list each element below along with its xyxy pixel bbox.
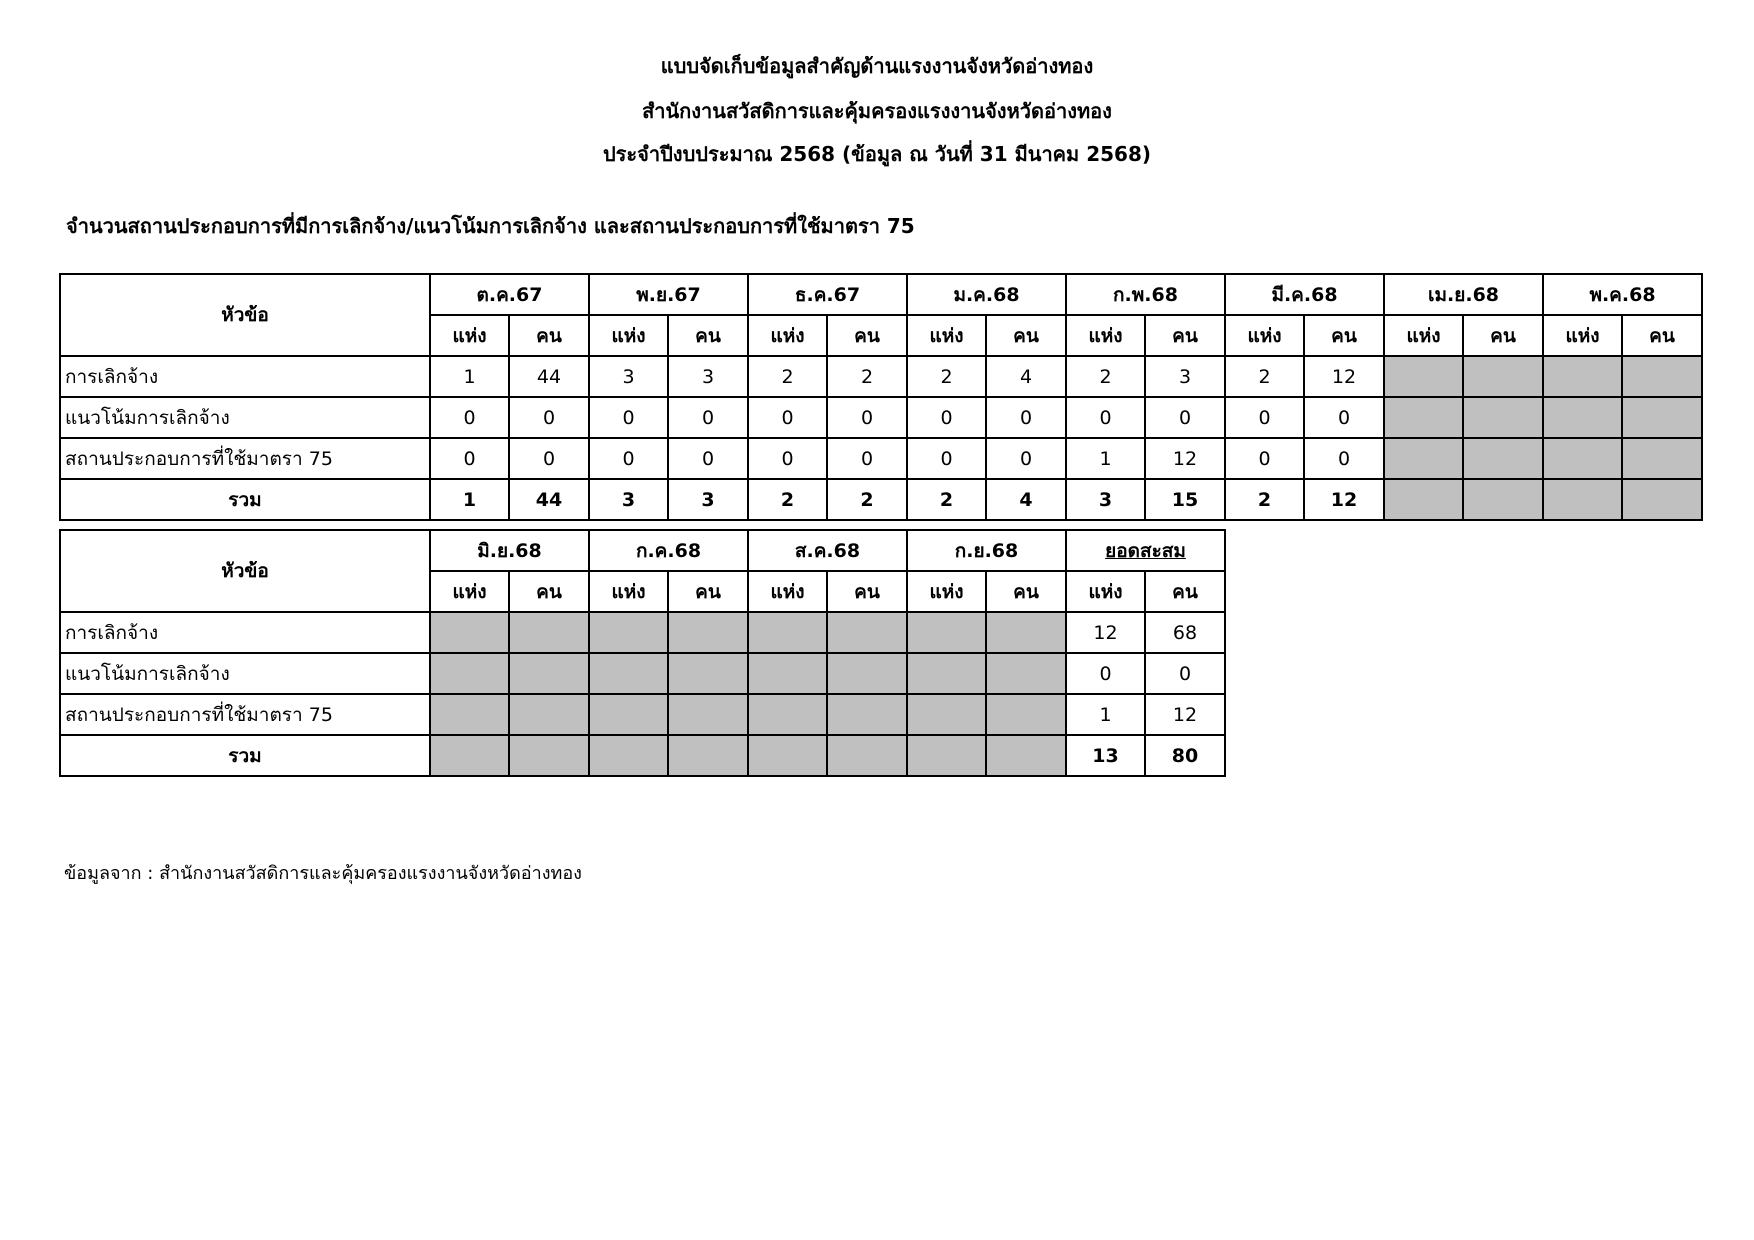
value-cell: 2 bbox=[907, 479, 986, 520]
table-row bbox=[60, 653, 1225, 694]
month-header: ก.ย.68 bbox=[907, 530, 1066, 571]
sub-header-persons: คน bbox=[1463, 315, 1543, 356]
row-label: การเลิกจ้าง bbox=[60, 612, 430, 653]
sub-header-places: แห่ง bbox=[907, 315, 986, 356]
row-label: การเลิกจ้าง bbox=[60, 356, 430, 397]
value-cell: 4 bbox=[986, 356, 1066, 397]
empty-shaded-cell bbox=[827, 694, 907, 735]
empty-shaded-cell bbox=[1622, 438, 1702, 479]
section-subtitle: จำนวนสถานประกอบการที่มีการเลิกจ้าง/แนวโน้มการเลิกจ้าง และสถานประกอบการที่ใช้มาตรา 75 bbox=[66, 214, 915, 238]
document-title-line-3: ประจำปีงบประมาณ 2568 (ข้อมูล ณ วันที่ 31 มีนาคม 2568) bbox=[602, 142, 1152, 166]
sub-header-places: แห่ง bbox=[589, 315, 668, 356]
empty-shaded-cell bbox=[1463, 438, 1543, 479]
empty-shaded-cell bbox=[509, 612, 589, 653]
sub-header-persons: คน bbox=[509, 571, 589, 612]
empty-shaded-cell bbox=[1622, 397, 1702, 438]
empty-shaded-cell bbox=[986, 735, 1066, 776]
empty-shaded-cell bbox=[589, 694, 668, 735]
empty-shaded-cell bbox=[1543, 438, 1622, 479]
empty-shaded-cell bbox=[1463, 479, 1543, 520]
sub-header-persons: คน bbox=[668, 571, 748, 612]
month-header: เม.ย.68 bbox=[1384, 274, 1543, 315]
value-cell: 2 bbox=[1225, 356, 1304, 397]
sub-header-places: แห่ง bbox=[1543, 315, 1622, 356]
empty-shaded-cell bbox=[668, 694, 748, 735]
value-cell: 2 bbox=[748, 356, 827, 397]
value-cell: 1 bbox=[430, 479, 509, 520]
empty-shaded-cell bbox=[1384, 356, 1463, 397]
empty-shaded-cell bbox=[748, 735, 827, 776]
empty-shaded-cell bbox=[1622, 479, 1702, 520]
empty-shaded-cell bbox=[1384, 479, 1463, 520]
sub-header-persons: คน bbox=[827, 315, 907, 356]
empty-shaded-cell bbox=[589, 735, 668, 776]
source-note: ข้อมูลจาก : สำนักงานสวัสดิการและคุ้มครองแรงงานจังหวัดอ่างทอง bbox=[64, 863, 582, 884]
value-cell: 0 bbox=[748, 438, 827, 479]
table-row bbox=[60, 397, 1702, 438]
sub-header-places: แห่ง bbox=[430, 571, 509, 612]
empty-shaded-cell bbox=[430, 735, 509, 776]
value-cell: 4 bbox=[986, 479, 1066, 520]
empty-shaded-cell bbox=[1384, 397, 1463, 438]
sub-header-places: แห่ง bbox=[1066, 315, 1145, 356]
value-cell: 1 bbox=[1066, 438, 1145, 479]
total-row-label: รวม bbox=[60, 735, 430, 776]
value-cell: 0 bbox=[1145, 653, 1225, 694]
month-header: ต.ค.67 bbox=[430, 274, 589, 315]
value-cell: 12 bbox=[1066, 612, 1145, 653]
value-cell: 0 bbox=[430, 397, 509, 438]
value-cell: 2 bbox=[1066, 356, 1145, 397]
value-cell: 0 bbox=[589, 438, 668, 479]
value-cell: 0 bbox=[668, 397, 748, 438]
table-row bbox=[60, 438, 1702, 479]
value-cell: 12 bbox=[1304, 356, 1384, 397]
value-cell: 3 bbox=[1145, 356, 1225, 397]
empty-shaded-cell bbox=[986, 612, 1066, 653]
value-cell: 68 bbox=[1145, 612, 1225, 653]
value-cell: 12 bbox=[1145, 438, 1225, 479]
month-header: ม.ค.68 bbox=[907, 274, 1066, 315]
value-cell: 12 bbox=[1304, 479, 1384, 520]
sub-header-places: แห่ง bbox=[1066, 571, 1145, 612]
value-cell: 0 bbox=[827, 397, 907, 438]
value-cell: 2 bbox=[827, 356, 907, 397]
empty-shaded-cell bbox=[748, 694, 827, 735]
value-cell: 0 bbox=[1145, 397, 1225, 438]
value-cell: 2 bbox=[748, 479, 827, 520]
row-label: สถานประกอบการที่ใช้มาตรา 75 bbox=[60, 694, 430, 735]
row-label: แนวโน้มการเลิกจ้าง bbox=[60, 397, 430, 438]
table-row bbox=[60, 735, 1225, 776]
monthly-table-1 bbox=[59, 273, 1703, 521]
empty-shaded-cell bbox=[748, 653, 827, 694]
value-cell: 2 bbox=[907, 356, 986, 397]
topic-header: หัวข้อ bbox=[60, 530, 430, 612]
empty-shaded-cell bbox=[589, 612, 668, 653]
empty-shaded-cell bbox=[1463, 397, 1543, 438]
empty-shaded-cell bbox=[509, 735, 589, 776]
value-cell: 0 bbox=[1304, 438, 1384, 479]
empty-shaded-cell bbox=[509, 694, 589, 735]
sub-header-persons: คน bbox=[986, 571, 1066, 612]
value-cell: 0 bbox=[509, 438, 589, 479]
empty-shaded-cell bbox=[907, 694, 986, 735]
empty-shaded-cell bbox=[668, 653, 748, 694]
month-header: พ.ย.67 bbox=[589, 274, 748, 315]
table-row bbox=[60, 479, 1702, 520]
month-header: พ.ค.68 bbox=[1543, 274, 1702, 315]
value-cell: 0 bbox=[430, 438, 509, 479]
empty-shaded-cell bbox=[827, 612, 907, 653]
value-cell: 1 bbox=[1066, 694, 1145, 735]
value-cell: 0 bbox=[907, 397, 986, 438]
sub-header-places: แห่ง bbox=[1225, 315, 1304, 356]
sub-header-persons: คน bbox=[509, 315, 589, 356]
row-label: สถานประกอบการที่ใช้มาตรา 75 bbox=[60, 438, 430, 479]
sub-header-places: แห่ง bbox=[748, 315, 827, 356]
month-header: ก.ค.68 bbox=[589, 530, 748, 571]
empty-shaded-cell bbox=[986, 694, 1066, 735]
empty-shaded-cell bbox=[748, 612, 827, 653]
empty-shaded-cell bbox=[907, 612, 986, 653]
sub-header-persons: คน bbox=[827, 571, 907, 612]
value-cell: 0 bbox=[1066, 397, 1145, 438]
sub-header-persons: คน bbox=[1145, 315, 1225, 356]
value-cell: 0 bbox=[1304, 397, 1384, 438]
month-header: มิ.ย.68 bbox=[430, 530, 589, 571]
value-cell: 0 bbox=[1225, 438, 1304, 479]
sub-header-places: แห่ง bbox=[907, 571, 986, 612]
value-cell: 3 bbox=[668, 479, 748, 520]
value-cell: 0 bbox=[907, 438, 986, 479]
month-header: ธ.ค.67 bbox=[748, 274, 907, 315]
value-cell: 3 bbox=[668, 356, 748, 397]
document-title-line-1: แบบจัดเก็บข้อมูลสำคัญด้านแรงงานจังหวัดอ่างทอง bbox=[660, 54, 1094, 78]
value-cell: 0 bbox=[509, 397, 589, 438]
empty-shaded-cell bbox=[1543, 397, 1622, 438]
empty-shaded-cell bbox=[668, 612, 748, 653]
value-cell: 13 bbox=[1066, 735, 1145, 776]
document-title-line-2: สำนักงานสวัสดิการและคุ้มครองแรงงานจังหวัดอ่างทอง bbox=[642, 99, 1112, 123]
value-cell: 0 bbox=[986, 438, 1066, 479]
cumulative-header bbox=[1066, 530, 1225, 571]
value-cell: 12 bbox=[1145, 694, 1225, 735]
empty-shaded-cell bbox=[907, 653, 986, 694]
value-cell: 3 bbox=[1066, 479, 1145, 520]
empty-shaded-cell bbox=[430, 612, 509, 653]
value-cell: 0 bbox=[1066, 653, 1145, 694]
value-cell: 44 bbox=[509, 479, 589, 520]
value-cell: 2 bbox=[827, 479, 907, 520]
value-cell: 3 bbox=[589, 356, 668, 397]
sub-header-persons: คน bbox=[1622, 315, 1702, 356]
sub-header-places: แห่ง bbox=[589, 571, 668, 612]
month-header: ส.ค.68 bbox=[748, 530, 907, 571]
sub-header-persons: คน bbox=[1145, 571, 1225, 612]
empty-shaded-cell bbox=[1384, 438, 1463, 479]
value-cell: 0 bbox=[589, 397, 668, 438]
empty-shaded-cell bbox=[668, 735, 748, 776]
value-cell: 80 bbox=[1145, 735, 1225, 776]
table-row bbox=[60, 612, 1225, 653]
value-cell: 44 bbox=[509, 356, 589, 397]
value-cell: 1 bbox=[430, 356, 509, 397]
empty-shaded-cell bbox=[1463, 356, 1543, 397]
total-row-label: รวม bbox=[60, 479, 430, 520]
empty-shaded-cell bbox=[589, 653, 668, 694]
value-cell: 0 bbox=[827, 438, 907, 479]
month-header: มี.ค.68 bbox=[1225, 274, 1384, 315]
value-cell: 3 bbox=[589, 479, 668, 520]
sub-header-places: แห่ง bbox=[1384, 315, 1463, 356]
empty-shaded-cell bbox=[827, 653, 907, 694]
cumulative-header-label: ยอดสะสม bbox=[1105, 539, 1186, 562]
topic-header: หัวข้อ bbox=[60, 274, 430, 356]
value-cell: 0 bbox=[748, 397, 827, 438]
table-row bbox=[60, 356, 1702, 397]
empty-shaded-cell bbox=[986, 653, 1066, 694]
empty-shaded-cell bbox=[430, 694, 509, 735]
empty-shaded-cell bbox=[1622, 356, 1702, 397]
empty-shaded-cell bbox=[1543, 356, 1622, 397]
value-cell: 15 bbox=[1145, 479, 1225, 520]
value-cell: 0 bbox=[986, 397, 1066, 438]
sub-header-persons: คน bbox=[1304, 315, 1384, 356]
value-cell: 0 bbox=[668, 438, 748, 479]
empty-shaded-cell bbox=[509, 653, 589, 694]
sub-header-places: แห่ง bbox=[748, 571, 827, 612]
sub-header-persons: คน bbox=[986, 315, 1066, 356]
value-cell: 0 bbox=[1225, 397, 1304, 438]
row-label: แนวโน้มการเลิกจ้าง bbox=[60, 653, 430, 694]
empty-shaded-cell bbox=[827, 735, 907, 776]
sub-header-persons: คน bbox=[668, 315, 748, 356]
table-row bbox=[60, 694, 1225, 735]
empty-shaded-cell bbox=[907, 735, 986, 776]
sub-header-places: แห่ง bbox=[430, 315, 509, 356]
empty-shaded-cell bbox=[430, 653, 509, 694]
month-header: ก.พ.68 bbox=[1066, 274, 1225, 315]
monthly-table-2 bbox=[59, 529, 1226, 777]
value-cell: 2 bbox=[1225, 479, 1304, 520]
empty-shaded-cell bbox=[1543, 479, 1622, 520]
